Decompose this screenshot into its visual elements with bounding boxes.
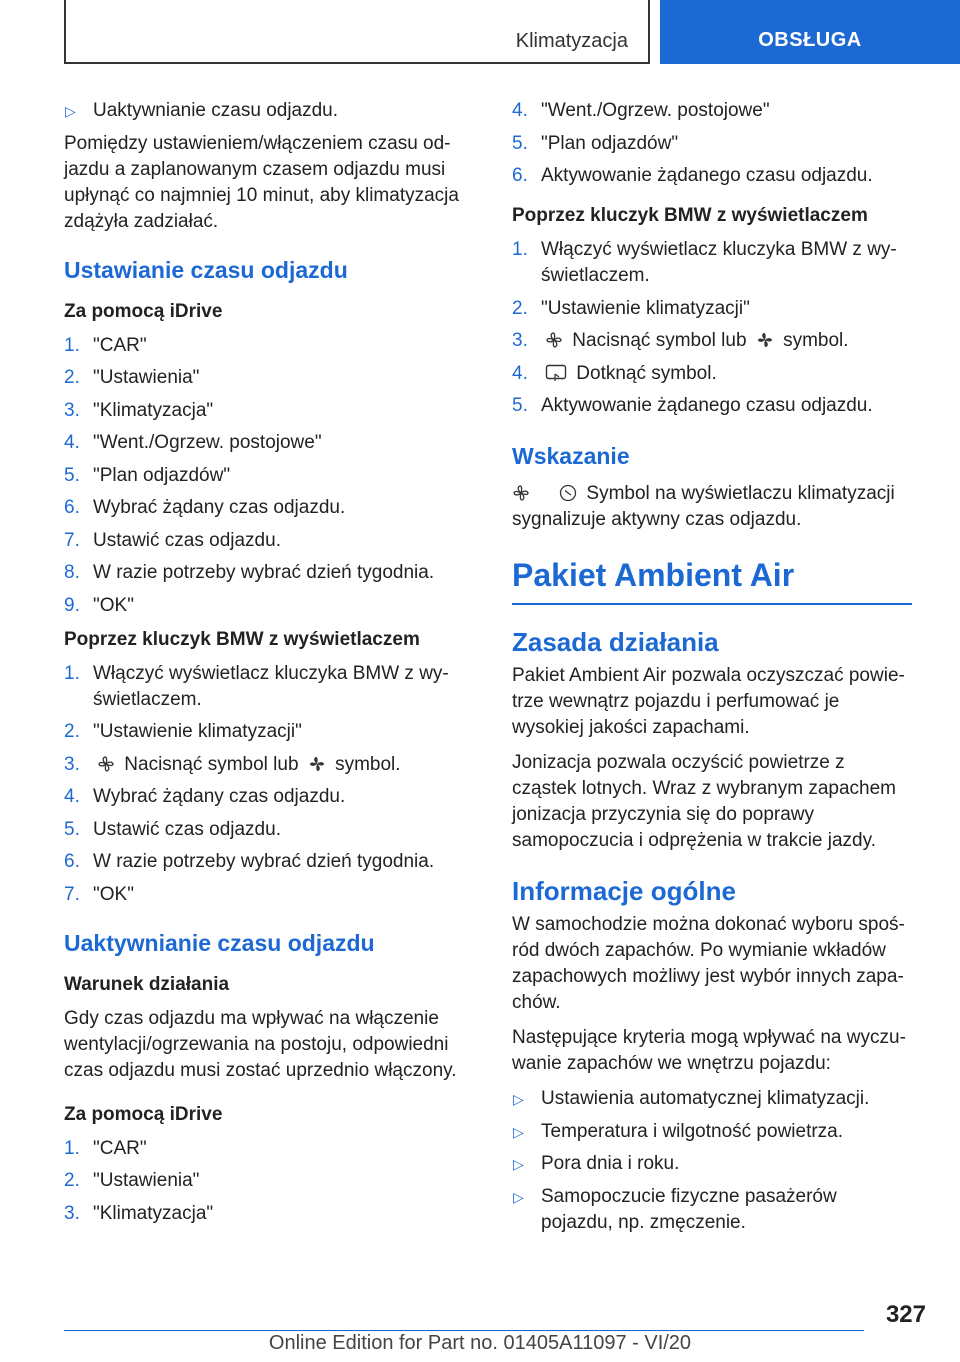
subheading: Poprzez kluczyk BMW z wyświetlaczem — [512, 205, 868, 226]
section-heading: Ustawianie czasu odjazdu — [64, 256, 348, 283]
paragraph: Następujące kryteria mogą wpływać na wyczuwanie zapachów we wnętrzu pojazdu: — [512, 1027, 906, 1074]
list-item: 1. Włączyć wyświetlacz kluczyka BMW z wyświetlaczem. — [512, 239, 897, 286]
list-item: 4. "Went./Ogrzew. postojowe" — [512, 100, 770, 121]
section-heading: Wskazanie — [512, 443, 630, 469]
list-item: 7. Ustawić czas odjazdu. — [64, 529, 281, 551]
list-item: 7. "OK" — [64, 883, 134, 905]
list-item: 2. "Ustawienie klimatyzacji" — [64, 721, 302, 742]
paragraph: Pakiet Ambient Air pozwala oczyszczać powietrze wewnątrz pojazdu i perfumować je wysokiej jakości zapachami. — [512, 665, 905, 738]
numbered-list — [512, 98, 912, 189]
section-title: Klimatyzacja — [515, 30, 628, 52]
list-item: 5. Ustawić czas odjazdu. — [64, 818, 281, 840]
subheading: Za pomocą iDrive — [64, 300, 223, 322]
list-item: ▷ Temperatura i wilgotność powietrza. — [512, 1119, 912, 1145]
list-item: ▷ Uaktywnianie czasu odjazdu. — [64, 98, 464, 124]
list-item: 9. "OK" — [64, 594, 134, 616]
list-item: 1. "CAR" — [64, 1137, 147, 1159]
section-heading: Zasada działania — [512, 627, 719, 657]
clock-icon — [559, 484, 577, 502]
triangle-bullet-icon: ▷ — [513, 1091, 524, 1107]
paragraph: Jonizacja pozwala oczyścić powietrze z cząstek lotnych. Wraz z wybranym zapachem jonizacja przyczynia się do poprawy samopoczucia i odprężenia w trakcie jazdy. — [512, 752, 897, 851]
list-item: 4. Wybrać żądany czas odjazdu. — [64, 786, 346, 807]
subheading: Za pomocą iDrive — [64, 1103, 223, 1125]
list-item: 5. "Plan odjazdów" — [64, 464, 231, 486]
list-item: 4. "Went./Ogrzew. postojowe" — [64, 432, 322, 453]
triangle-bullet-icon: ▷ — [513, 1123, 524, 1140]
list-item: ▷ Ustawienia automatycznej klimatyzacji. — [512, 1086, 912, 1112]
page-number: 327 — [885, 1301, 926, 1328]
footer-edition: Online Edition for Part no. 01405A11097 - VI/20 — [268, 1332, 692, 1354]
list-item: ▷ Samopoczucie fizyczne pasażerów pojazdu, np. zmęczenie. — [513, 1185, 837, 1233]
header-box — [64, 0, 650, 64]
numbered-list — [64, 333, 464, 619]
list-item: 1. Włączyć wyświetlacz kluczyka BMW z wyświetlaczem. — [64, 662, 449, 710]
fan-icon — [97, 755, 115, 773]
numbered-list — [512, 237, 912, 419]
triangle-bullet-icon: ▷ — [65, 103, 76, 119]
chapter-heading: Pakiet Ambient Air — [512, 555, 912, 605]
fan-alt-icon — [756, 331, 774, 349]
triangle-bullet-icon: ▷ — [513, 1188, 524, 1205]
list-item: 6. Aktywowanie żądanego czasu odjazdu. — [512, 165, 873, 186]
bullet-list — [64, 98, 464, 124]
list-item: 6. Wybrać żądany czas odjazdu. — [64, 497, 346, 518]
footer-rule — [64, 1330, 864, 1331]
list-item: 3. Nacisnąć symbol lub symbol. — [64, 753, 401, 775]
list-item: 2. "Ustawienie klimatyzacji" — [512, 297, 750, 319]
list-item: 2. "Ustawienia" — [64, 367, 200, 388]
display-touch-icon — [545, 364, 567, 382]
list-item: 5. "Plan odjazdów" — [512, 132, 679, 154]
list-item: 8. W razie potrzeby wybrać dzień tygodnia. — [64, 562, 435, 583]
bullet-list — [512, 1086, 912, 1236]
paragraph: W samochodzie można dokonać wyboru spośród dwóch zapachów. Po wymianie wkładów zapachowych możliwy jest wybór innych zapachów. — [512, 914, 905, 1013]
numbered-list — [64, 1136, 464, 1227]
right-column — [512, 98, 912, 1242]
chapter-tab — [660, 0, 960, 64]
left-column — [64, 98, 464, 1233]
subheading: Poprzez kluczyk BMW z wyświetlaczem — [64, 628, 420, 650]
section-heading: Informacje ogólne — [512, 876, 736, 906]
paragraph: Gdy czas odjazdu ma wpływać na włączenie wentylacji/ogrzewania na postoju, odpowiedni czas odjazdu musi zostać uprzednio włączony. — [64, 1007, 457, 1081]
list-item: ▷ Pora dnia i roku. — [512, 1151, 912, 1177]
indication-paragraph: Symbol na wyświetlaczu klimatyzacji sygnalizuje aktywny czas odjazdu. — [512, 483, 895, 530]
chapter-title: OBSŁUGA — [758, 28, 862, 51]
list-item: 2. "Ustawienia" — [64, 1170, 200, 1191]
subheading: Warunek działania — [64, 973, 230, 995]
list-item: 3. "Klimatyzacja" — [64, 399, 214, 421]
fan-icon — [545, 331, 563, 349]
numbered-list — [64, 661, 464, 908]
fan-icon — [512, 484, 530, 502]
list-item: 5. Aktywowanie żądanego czasu odjazdu. — [512, 395, 873, 416]
list-item: 3. Nacisnąć symbol lub symbol. — [512, 330, 849, 351]
list-item: 6. W razie potrzeby wybrać dzień tygodnia. — [64, 851, 435, 872]
fan-alt-icon — [308, 755, 326, 773]
section-heading: Uaktywnianie czasu odjazdu — [64, 929, 375, 956]
list-item: 1. "CAR" — [64, 334, 147, 356]
paragraph: Pomiędzy ustawieniem/włączeniem czasu odjazdu a zaplanowanym czasem odjazdu musi upłynąć co najmniej 10 minut, aby klimatyzacja zdążyła zadziałać. — [64, 132, 459, 232]
triangle-bullet-icon: ▷ — [513, 1156, 524, 1172]
list-item: 3. "Klimatyzacja" — [64, 1202, 214, 1224]
list-item: 4. Dotknąć symbol. — [512, 362, 717, 384]
